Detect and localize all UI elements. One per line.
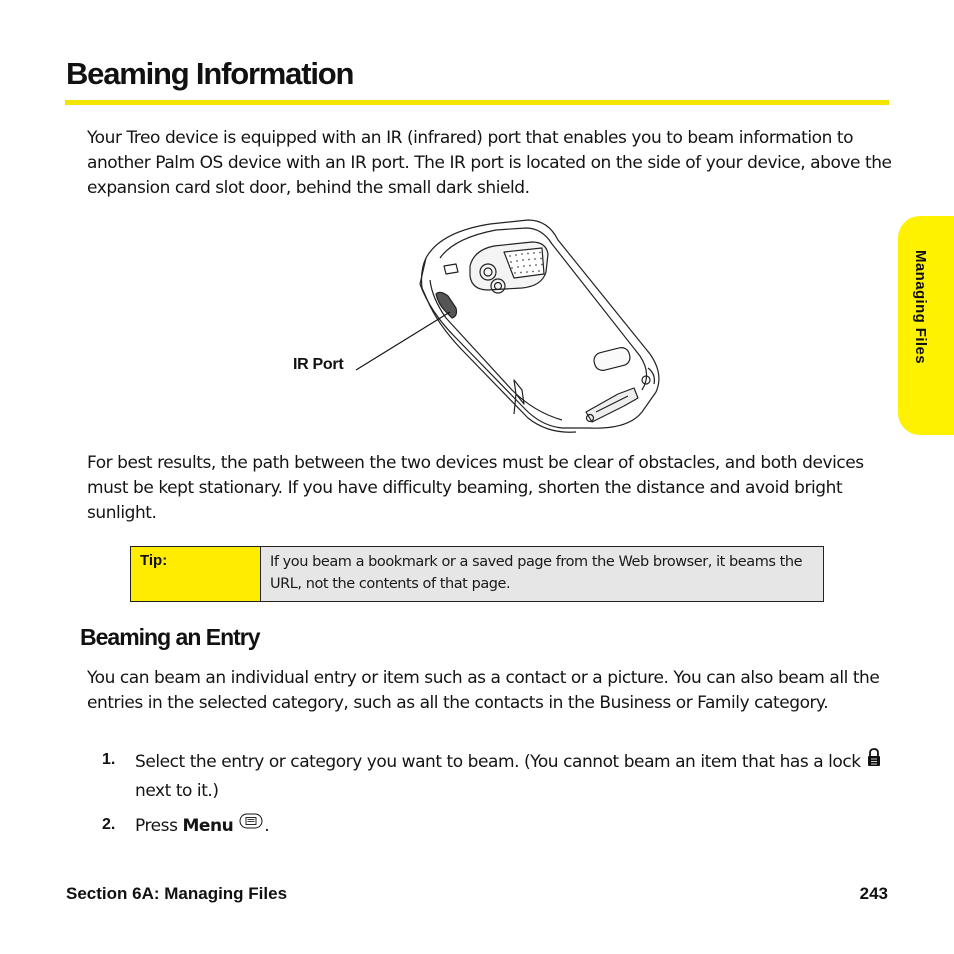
menu-key-label: Menu (182, 816, 234, 836)
treo-device-illustration (290, 214, 670, 436)
section-side-tab (898, 216, 954, 435)
step-number: 1. (102, 751, 116, 768)
step-text-before: Select the entry or category you want to beam. (You cannot beam an item that has a lock (135, 752, 861, 772)
footer-page-number: 243 (859, 884, 888, 903)
step-text-after: next to it.) (135, 781, 219, 801)
title-underline (65, 100, 889, 105)
tip-label: Tip: (131, 547, 261, 601)
ir-port-callout-line (356, 312, 450, 370)
side-tab-label: Managing Files (912, 250, 929, 364)
lock-icon (866, 747, 882, 777)
menu-key-icon (238, 811, 264, 841)
page-title: Beaming Information (66, 56, 354, 91)
intro-paragraph: Your Treo device is equipped with an IR (infrared) port that enables you to beam information to another Palm OS device with an IR port. The IR port is located on the side of your device, above the expansion card slot door, behind the small dark shield. (87, 128, 892, 198)
tip-text: If you beam a bookmark or a saved page from the Web browser, it beams the URL, not the contents of that page. (261, 547, 823, 601)
step-text (135, 811, 895, 841)
footer-section-label: Section 6A: Managing Files (66, 884, 288, 903)
results-paragraph: For best results, the path between the two devices must be clear of obstacles, and both devices must be kept stationary. If you have difficulty beaming, shorten the distance and avoid bright sunlight. (87, 453, 864, 523)
ir-port-label: IR Port (293, 356, 344, 373)
section-heading: Beaming an Entry (80, 624, 260, 650)
step-number: 2. (102, 816, 116, 833)
step-text-after: . (264, 816, 270, 836)
tip-box (130, 546, 824, 602)
step-text-before: Press (135, 816, 178, 836)
step-text (135, 747, 895, 806)
section-paragraph: You can beam an individual entry or item such as a contact or a picture. You can also beam all the entries in the selected category, such as all the contacts in the Business or Family category. (87, 668, 880, 713)
